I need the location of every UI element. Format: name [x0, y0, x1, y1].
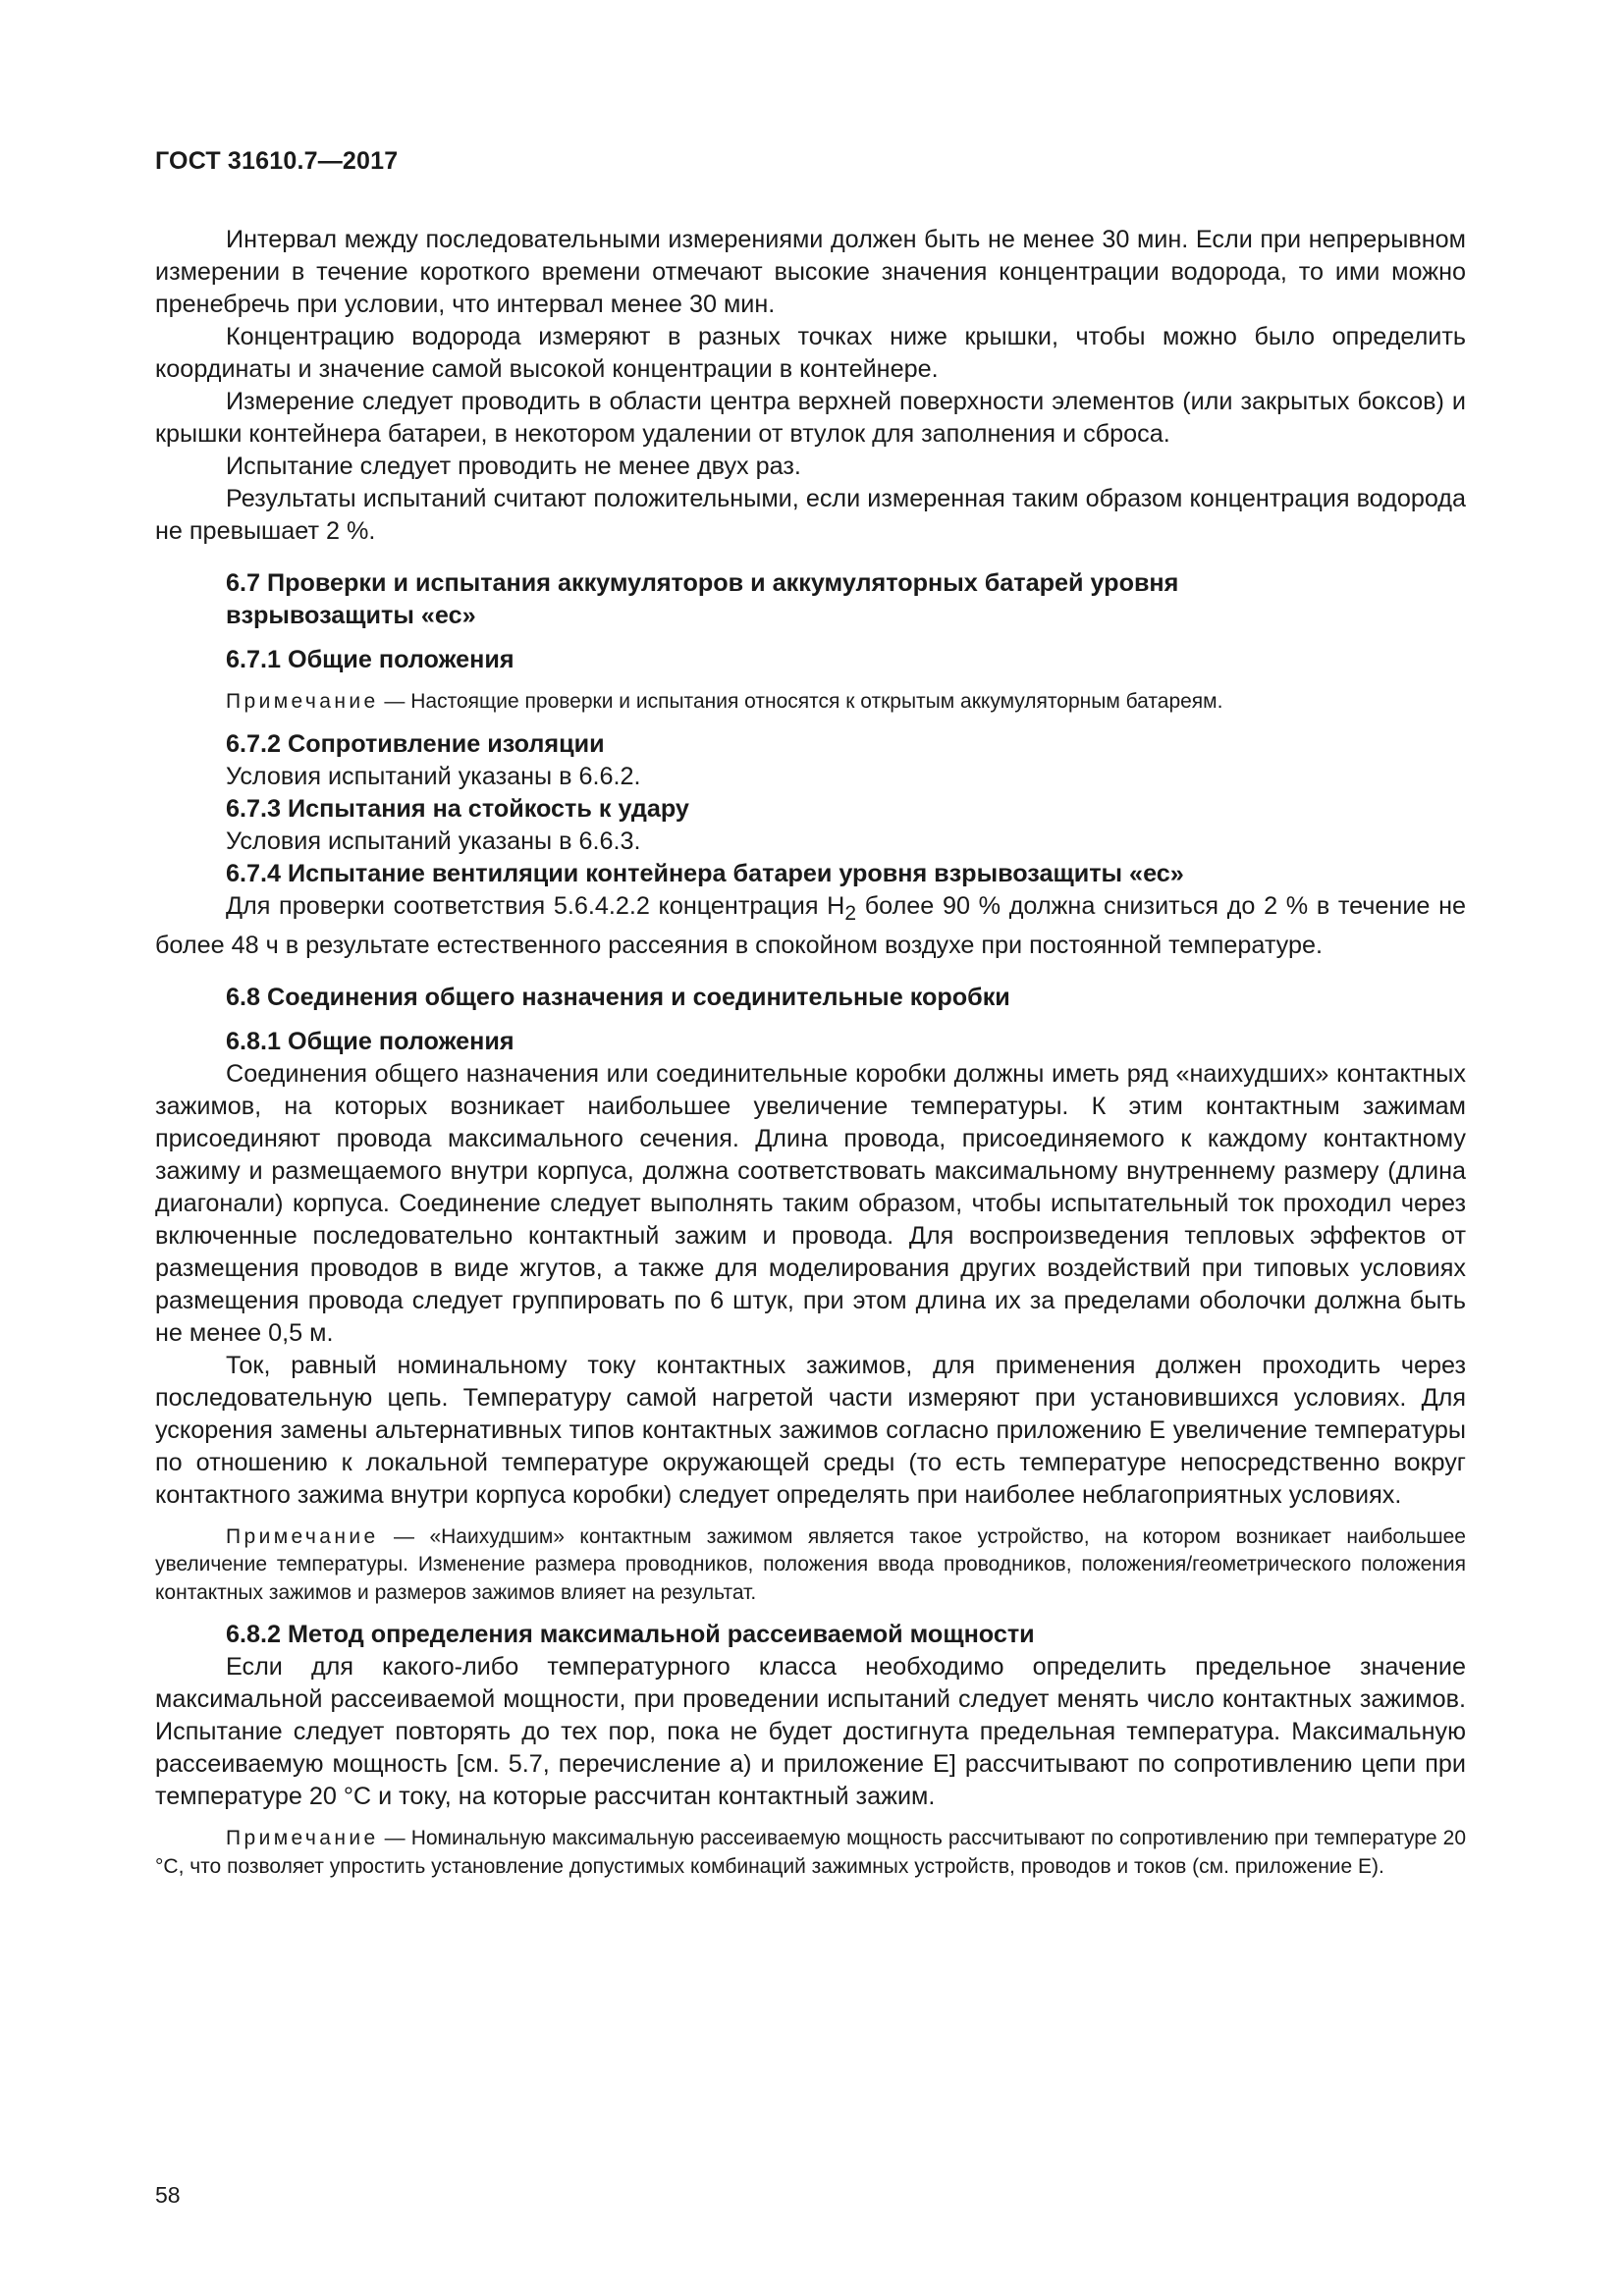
page-number: 58	[155, 2182, 181, 2208]
page-content	[155, 224, 1466, 1881]
note-text: Номинальную максимальную рассеиваемую мощность рассчитывают по сопротивлению при температуре 20 °С, что позволяет упростить установление допустимых комбинаций зажимных устройств, проводов и токов (см. приложение Е).	[155, 1827, 1467, 1878]
paragraph	[155, 890, 1466, 962]
note-dash: —	[378, 1524, 430, 1548]
paragraph-part: более 90 % должна снизиться до 2 % в течение не более 48 ч в результате естественного рассеяния в спокойном воздухе при постоянной температуре.	[155, 891, 1466, 959]
paragraph: Измерение следует проводить в области центра верхней поверхности элементов (или закрытых боксов) и крышки контейнера батареи, в некотором удалении от втулок для заполнения и сброса.	[155, 388, 1466, 448]
section-heading-6-8-2: 6.8.2 Метод определения максимальной рассеиваемой мощности	[226, 1621, 1035, 1649]
section-heading-6-7-1: 6.7.1 Общие положения	[226, 646, 514, 673]
paragraph: Концентрацию водорода измеряют в разных точках ниже крышки, чтобы можно было определить координаты и значение самой высокой концентрации в контейнере.	[155, 323, 1466, 383]
paragraph: Условия испытаний указаны в 6.6.2.	[226, 762, 641, 790]
section-heading-6-8: 6.8 Соединения общего назначения и соединительные коробки	[226, 983, 1010, 1011]
note-dash: —	[378, 1827, 411, 1850]
section-heading-6-7-3: 6.7.3 Испытания на стойкость к удару	[226, 794, 689, 823]
paragraph-part: Для проверки соответствия 5.6.4.2.2 концентрация H	[226, 891, 845, 920]
note-label: Примечание	[226, 690, 379, 713]
section-heading-6-7: 6.7 Проверки и испытания аккумуляторов и аккумуляторных батарей уровня взрывозащиты «ес»	[226, 569, 1179, 629]
paragraph: Интервал между последовательными измерениями должен быть не менее 30 мин. Если при непрерывном измерении в течение короткого времени отмечают высокие значения концентрации водорода, то ими можно пренебречь при условии, что интервал менее 30 мин.	[155, 226, 1466, 318]
paragraph: Результаты испытаний считают положительными, если измеренная таким образом концентрация водорода не превышает 2 %.	[155, 485, 1466, 545]
subscript: 2	[844, 901, 857, 925]
note	[155, 1523, 1466, 1608]
note-dash: —	[378, 690, 411, 713]
section-heading-6-7-2: 6.7.2 Сопротивление изоляции	[226, 729, 605, 758]
note-text: Настоящие проверки и испытания относятся к открытым аккумуляторным батареям.	[410, 690, 1223, 713]
paragraph: Соединения общего назначения или соединительные коробки должны иметь ряд «наихудших» контактных зажимов, на которых возникает наибольшее увеличение температуры. К этим контактным зажимам присоединяют провода максимального сечения. Длина провода, присоединяемого к каждому контактному зажиму и размещаемого внутри корпуса, должна соответствовать максимальному внутреннему размеру (длина диагонали) корпуса. Соединение следует выполнять таким образом, чтобы испытательный ток проходил через включенные последовательно контактный зажим и провода. Для воспроизведения тепловых эффектов от размещения проводов в виде жгутов, а также для моделирования других воздействий при типовых условиях размещения провода следует группировать по 6 штук, при этом длина их за пределами оболочки должна быть не менее 0,5 м.	[155, 1059, 1466, 1347]
paragraph: Испытание следует проводить не менее двух раз.	[226, 453, 801, 480]
section-heading-6-7-4: 6.7.4 Испытание вентиляции контейнера батареи уровня взрывозащиты «ес»	[226, 859, 1184, 887]
note-label: Примечание	[226, 1524, 379, 1548]
paragraph: Условия испытаний указаны в 6.6.3.	[226, 827, 641, 855]
note-label: Примечание	[226, 1827, 379, 1850]
section-heading-6-8-1: 6.8.1 Общие положения	[226, 1027, 514, 1055]
standard-header: ГОСТ 31610.7—2017	[155, 147, 399, 175]
note	[155, 1825, 1466, 1881]
paragraph: Ток, равный номинальному току контактных зажимов, для применения должен проходить через последовательную цепь. Температуру самой нагретой части измеряют при установившихся условиях. Для ускорения замены альтернативных типов контактных зажимов согласно приложению Е увеличение температуры по отношению к локальной температуре окружающей среды (то есть температуре непосредственно вокруг контактного зажима внутри корпуса коробки) следует определять при наиболее неблагоприятных условиях.	[155, 1351, 1466, 1509]
paragraph: Если для какого-либо температурного класса необходимо определить предельное значение максимальной рассеиваемой мощности, при проведении испытаний следует менять число контактных зажимов. Испытание следует повторять до тех пор, пока не будет достигнута предельная температура. Максимальную рассеиваемую мощность [см. 5.7, перечисление а) и приложение Е] рассчитывают по сопротивлению цепи при температуре 20 °С и току, на которые рассчитан контактный зажим.	[155, 1653, 1466, 1811]
note	[155, 688, 1466, 717]
note-text: «Наихудшим» контактным зажимом является такое устройство, на котором возникает наибольшее увеличение температуры. Изменение размера проводников, положения ввода проводников, положения/геометрического положения контактных зажимов и размеров зажимов влияет на результат.	[155, 1524, 1466, 1604]
